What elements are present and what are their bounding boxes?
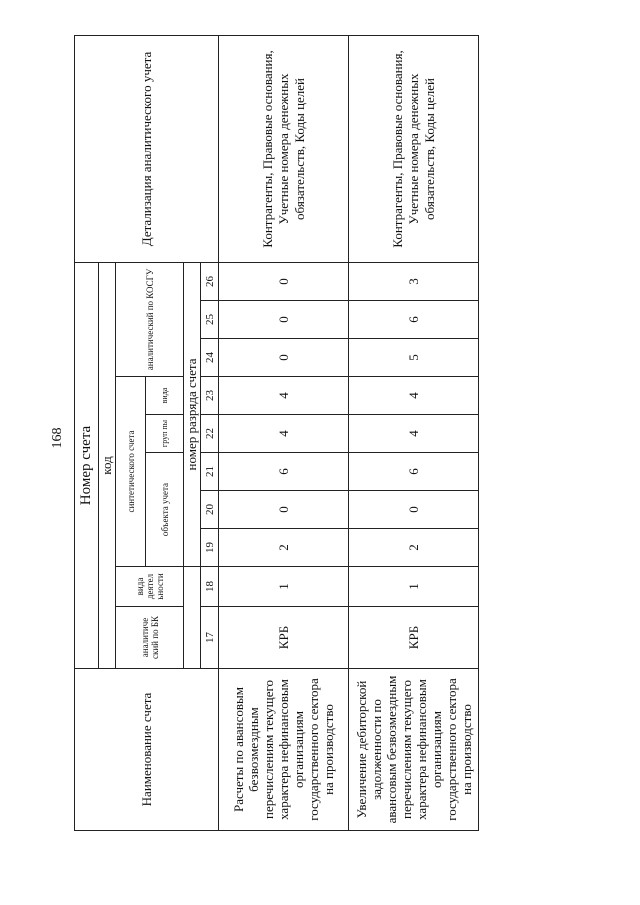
cell-value: 0	[219, 339, 349, 377]
cell-value: 0	[349, 491, 479, 529]
col-number: 26	[201, 262, 219, 300]
page-number: 168	[50, 427, 65, 449]
col-number: 19	[201, 529, 219, 567]
detail-text: Контрагенты, Правовые основания, Учетные номера денежных обязательств, Коды целей	[219, 35, 349, 262]
accounts-table	[74, 35, 479, 831]
header-account-number: Номер счета	[75, 262, 99, 668]
cell-value: 6	[219, 453, 349, 491]
col-number: 23	[201, 377, 219, 415]
cell-value: 6	[349, 453, 479, 491]
cell-value: 4	[349, 415, 479, 453]
table-row	[349, 35, 479, 830]
rotated-table	[74, 36, 474, 831]
cell-value: 5	[349, 339, 479, 377]
cell-value: 3	[349, 262, 479, 300]
cell-value: 0	[219, 491, 349, 529]
col-number: 25	[201, 301, 219, 339]
header-kosgu: аналитический по КОСГУ	[116, 262, 184, 376]
account-name: Увеличение дебиторской задолженности по авансовым безвозмездным перечислениям текущего характера нефинансовым организациям государственного сектора на производство	[349, 669, 479, 831]
header-analytic-bk: аналитиче ский по БК	[116, 607, 184, 669]
cell-value: 4	[349, 377, 479, 415]
rotated-table-container	[74, 36, 474, 831]
header-name-col: Наименование счета	[75, 669, 219, 831]
header-synthetic: синтетического счета	[116, 377, 146, 567]
cell-value: 6	[349, 301, 479, 339]
col-number: 24	[201, 339, 219, 377]
table-row	[219, 35, 349, 830]
header-digit-row: номер разряда счета	[184, 262, 201, 566]
header-activity-type: вида деятел ьности	[116, 567, 184, 607]
cell-value: 2	[219, 529, 349, 567]
header-detail: Детализация аналитического учета	[75, 35, 219, 262]
header-group: груп пы	[146, 415, 184, 453]
cell-value: КРБ	[349, 607, 479, 669]
col-number: 21	[201, 453, 219, 491]
cell-value: 2	[349, 529, 479, 567]
cell-value: 4	[219, 377, 349, 415]
header-object: объекта учета	[146, 453, 184, 567]
cell-value: 0	[219, 301, 349, 339]
cell-value: 1	[349, 567, 479, 607]
cell-value: 1	[219, 567, 349, 607]
col-number: 20	[201, 491, 219, 529]
detail-text: Контрагенты, Правовые основания, Учетные номера денежных обязательств, Коды целей	[349, 35, 479, 262]
col-number: 18	[201, 567, 219, 607]
cell-value: КРБ	[219, 607, 349, 669]
col-number: 22	[201, 415, 219, 453]
header-code: код	[99, 262, 116, 668]
account-name: Расчеты по авансовым безвозмездным перечислениям текущего характера нефинансовым организациям государственного сектора на производство	[219, 669, 349, 831]
cell-value: 4	[219, 415, 349, 453]
header-kind: вида	[146, 377, 184, 415]
col-number: 17	[201, 607, 219, 669]
header-blank	[184, 567, 201, 669]
cell-value: 0	[219, 262, 349, 300]
